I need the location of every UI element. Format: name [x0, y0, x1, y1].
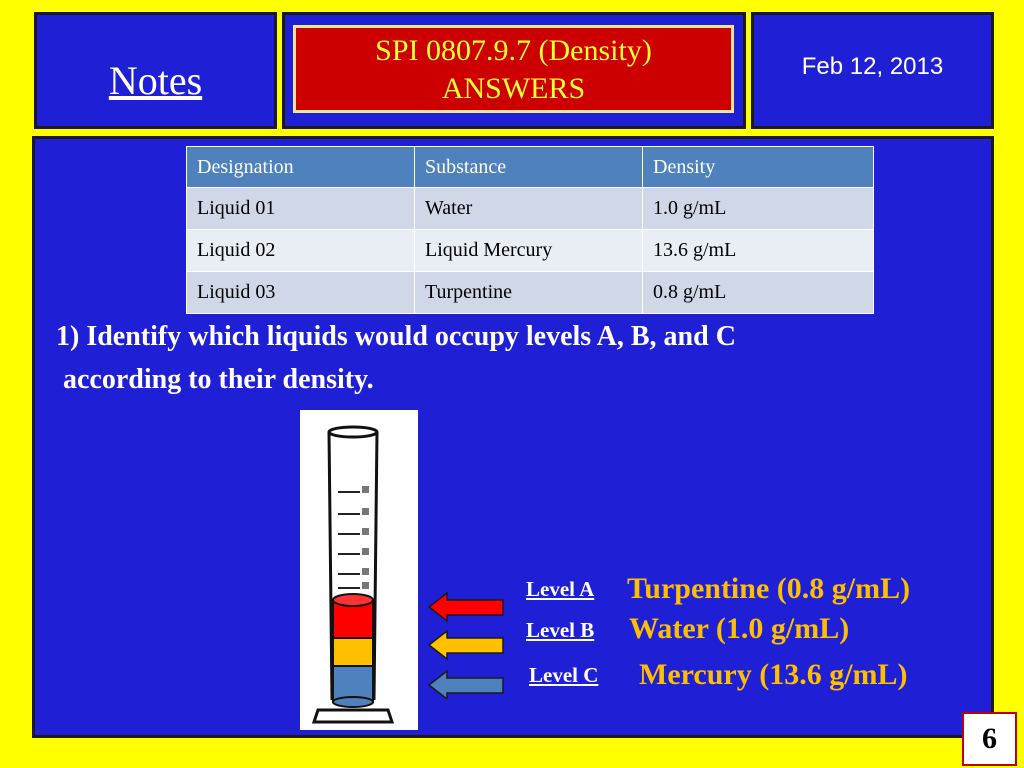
level-arrows: [425, 589, 505, 699]
table-header-row: [187, 147, 874, 188]
table-cell: Liquid 02: [187, 230, 415, 272]
table-cell: Liquid 03: [187, 272, 415, 314]
slide-title-line2: ANSWERS: [441, 72, 586, 105]
level-b-answer: Water (1.0 g/mL): [629, 612, 850, 645]
density-table: [186, 146, 874, 314]
table-cell: 1.0 g/mL: [643, 188, 874, 230]
arrow-level-c-icon: [429, 671, 503, 699]
date-header-panel: [751, 12, 994, 129]
table-cell: 13.6 g/mL: [643, 230, 874, 272]
slide-title-line1: SPI 0807.9.7 (Density): [375, 34, 652, 67]
table-header-designation: Designation: [187, 147, 415, 188]
table-cell: Water: [415, 188, 643, 230]
table-cell: Liquid 01: [187, 188, 415, 230]
table-cell: Liquid Mercury: [415, 230, 643, 272]
level-c-answer: Mercury (13.6 g/mL): [639, 658, 908, 691]
slide-date: Feb 12, 2013: [801, 53, 944, 80]
table-cell: Turpentine: [415, 272, 643, 314]
question-line-2: according to their density.: [63, 364, 374, 395]
arrow-level-b-icon: [429, 631, 503, 659]
notes-title: Notes: [108, 58, 203, 103]
slide-number: 6: [962, 712, 1017, 766]
graduated-cylinder-illustration: [300, 410, 418, 730]
main-content-panel: [32, 136, 994, 738]
table-row: [187, 272, 874, 314]
slide-title-box: [293, 25, 734, 113]
table-header-density: Density: [643, 147, 874, 188]
table-header-substance: Substance: [415, 147, 643, 188]
arrow-level-a-icon: [429, 593, 503, 621]
table-cell: 0.8 g/mL: [643, 272, 874, 314]
level-a-answer: Turpentine (0.8 g/mL): [627, 572, 911, 605]
notes-header-panel: [34, 12, 277, 129]
table-row: [187, 188, 874, 230]
title-header-panel: [282, 12, 746, 129]
table-row: [187, 230, 874, 272]
level-a-label: Level A: [526, 577, 595, 601]
level-b-label: Level B: [526, 618, 595, 642]
level-c-label: Level C: [529, 663, 599, 687]
graduated-cylinder-figure: [300, 410, 418, 730]
question-line-1: 1) Identify which liquids would occupy levels A, B, and C: [56, 321, 736, 352]
